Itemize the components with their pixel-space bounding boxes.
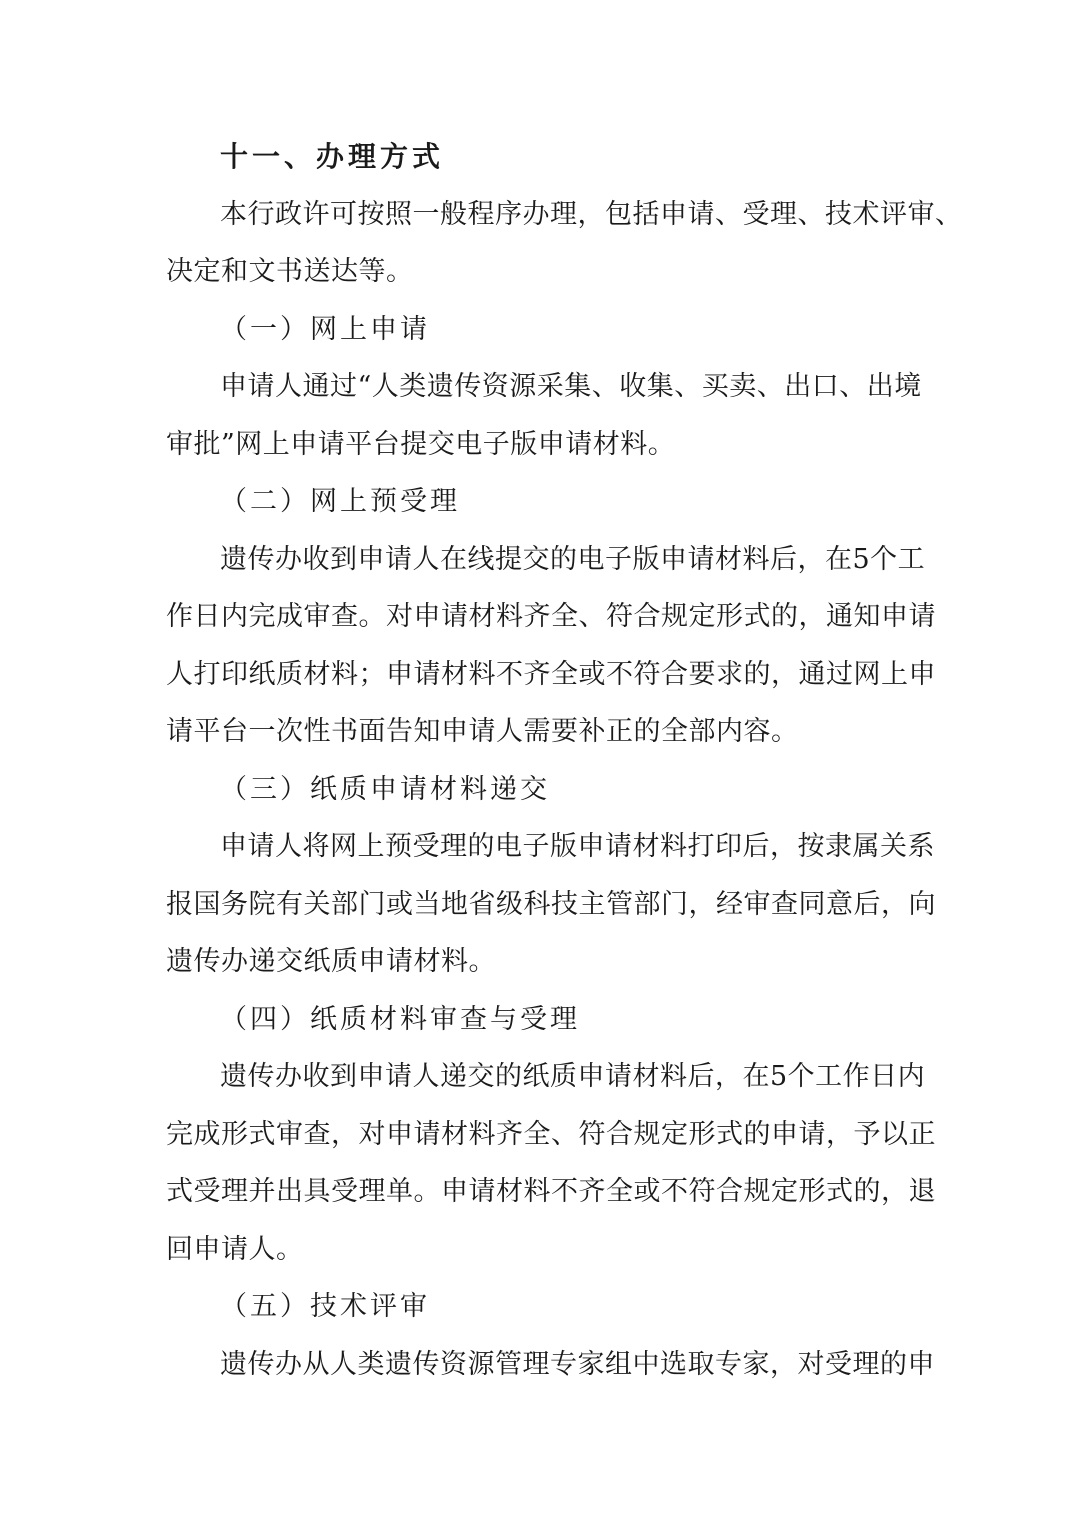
subsection-paragraph-4: [166, 1048, 936, 1278]
subsection-heading-4: （四）纸质材料审查与受理: [220, 1003, 580, 1035]
subsection-paragraph-2: [166, 531, 936, 761]
paragraph-line: 作日内完成审查。对申请材料齐全、符合规定形式的，通知申请: [166, 601, 936, 632]
subsection-paragraph-1: [166, 358, 922, 473]
intro-paragraph: [166, 186, 963, 301]
subsection-heading-2: （二）网上预受理: [220, 486, 460, 517]
paragraph-line: 人打印纸质材料；申请材料不齐全或不符合要求的，通过网上申: [166, 658, 936, 690]
paragraph-line: 申请人通过“人类遗传资源采集、收集、买卖、出口、出境: [220, 371, 922, 402]
paragraph-line: 本行政许可按照一般程序办理，包括申请、受理、技术评审、: [220, 198, 963, 230]
paragraph-line: 报国务院有关部门或当地省级科技主管部门，经审查同意后，向: [166, 888, 936, 920]
paragraph-line: 请平台一次性书面告知申请人需要补正的全部内容。: [166, 716, 799, 747]
paragraph-line: 遗传办从人类遗传资源管理专家组中选取专家，对受理的申: [220, 1348, 935, 1380]
document-body: [166, 128, 963, 1393]
paragraph-line: 遗传办收到申请人在线提交的电子版申请材料后，在5个工: [220, 543, 926, 575]
subsection-paragraph-5: [166, 1336, 935, 1394]
paragraph-line: 完成形式审查，对申请材料齐全、符合规定形式的申请，予以正: [166, 1118, 936, 1150]
paragraph-line: 遗传办递交纸质申请材料。: [166, 946, 496, 977]
paragraph-line: 决定和文书送达等。: [166, 256, 414, 287]
subsection-heading-3: （三）纸质申请材料递交: [220, 773, 550, 805]
paragraph-line: 申请人将网上预受理的电子版申请材料打印后，按隶属关系: [220, 831, 935, 862]
subsection-heading-5: （五）技术评审: [220, 1291, 430, 1322]
paragraph-line: 式受理并出具受理单。申请材料不齐全或不符合规定形式的，退: [166, 1176, 936, 1207]
paragraph-line: 审批”网上申请平台提交电子版申请材料。: [166, 428, 676, 460]
subsection-heading-1: （一）网上申请: [220, 313, 430, 345]
paragraph-line: 遗传办收到申请人递交的纸质申请材料后，在5个工作日内: [220, 1061, 926, 1092]
subsection-paragraph-3: [166, 818, 936, 991]
paragraph-line: 回申请人。: [166, 1233, 304, 1265]
section-title: 十一、办理方式: [220, 140, 445, 173]
